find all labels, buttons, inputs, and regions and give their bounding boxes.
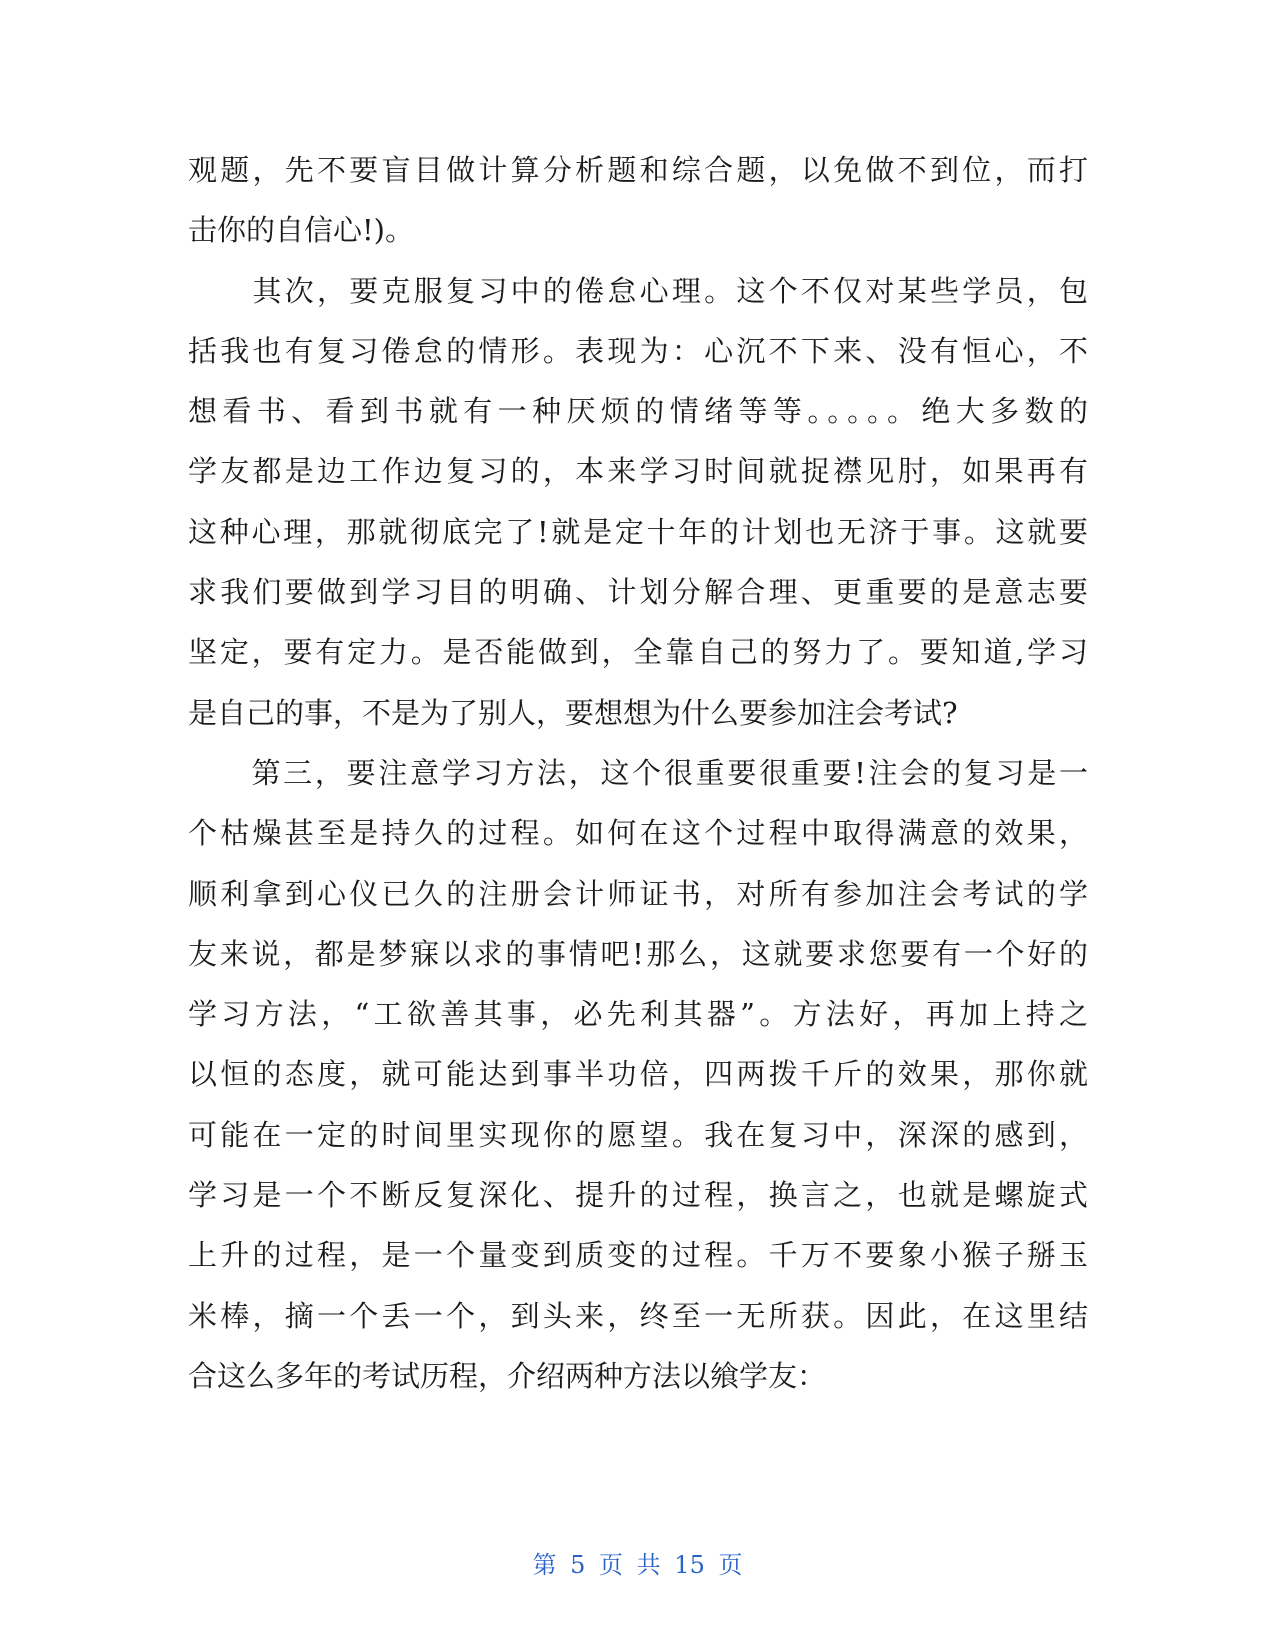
text-line: 顺利拿到心仪已久的注册会计师证书，对所有参加注会考试的学: [188, 876, 1088, 911]
page-number-footer: 第 5 页 共 15 页: [532, 1551, 743, 1579]
text-line: 击你的自信心!)。: [188, 213, 414, 248]
text-line: 其次，要克服复习中的倦怠心理。这个不仅对某些学员，包: [188, 273, 1088, 308]
text-line: 学习方法，“工欲善其事，必先利其器”。方法好，再加上持之: [188, 997, 1088, 1032]
text-line: 括我也有复习倦怠的情形。表现为：心沉不下来、没有恒心，不: [188, 333, 1088, 368]
text-line: 观题，先不要盲目做计算分析题和综合题，以免做不到位，而打: [188, 153, 1088, 187]
text-line: 求我们要做到学习目的明确、计划分解合理、更重要的是意志要: [188, 575, 1088, 610]
text-line: 合这么多年的考试历程，介绍两种方法以飨学友：: [188, 1358, 827, 1393]
text-line: 以恒的态度，就可能达到事半功倍，四两拨千斤的效果，那你就: [188, 1057, 1088, 1092]
text-line: 米棒，摘一个丢一个，到头来，终至一无所获。因此，在这里结: [188, 1298, 1088, 1333]
text-line: 是自己的事，不是为了别人，要想想为什么要参加注会考试?: [188, 695, 958, 730]
text-line: 学友都是边工作边复习的，本来学习时间就捉襟见肘，如果再有: [188, 454, 1088, 489]
text-line: 这种心理，那就彻底完了!就是定十年的计划也无济于事。这就要: [188, 514, 1088, 549]
text-line: 上升的过程，是一个量变到质变的过程。千万不要象小猴子掰玉: [188, 1238, 1088, 1273]
body-text: [188, 140, 1088, 1406]
text-line: 可能在一定的时间里实现你的愿望。我在复习中，深深的感到，: [188, 1117, 1088, 1152]
text-line: 学习是一个不断反复深化、提升的过程，换言之，也就是螺旋式: [188, 1178, 1088, 1213]
text-line: 想看书、看到书就有一种厌烦的情绪等等。。。。。绝大多数的: [188, 394, 1088, 429]
text-line: 坚定，要有定力。是否能做到，全靠自己的努力了。要知道,学习: [188, 635, 1088, 670]
text-line: 第三，要注意学习方法，这个很重要很重要!注会的复习是一: [188, 755, 1088, 790]
text-line: 友来说，都是梦寐以求的事情吧!那么，这就要求您要有一个好的: [188, 936, 1088, 971]
text-line: 个枯燥甚至是持久的过程。如何在这个过程中取得满意的效果，: [188, 816, 1088, 851]
